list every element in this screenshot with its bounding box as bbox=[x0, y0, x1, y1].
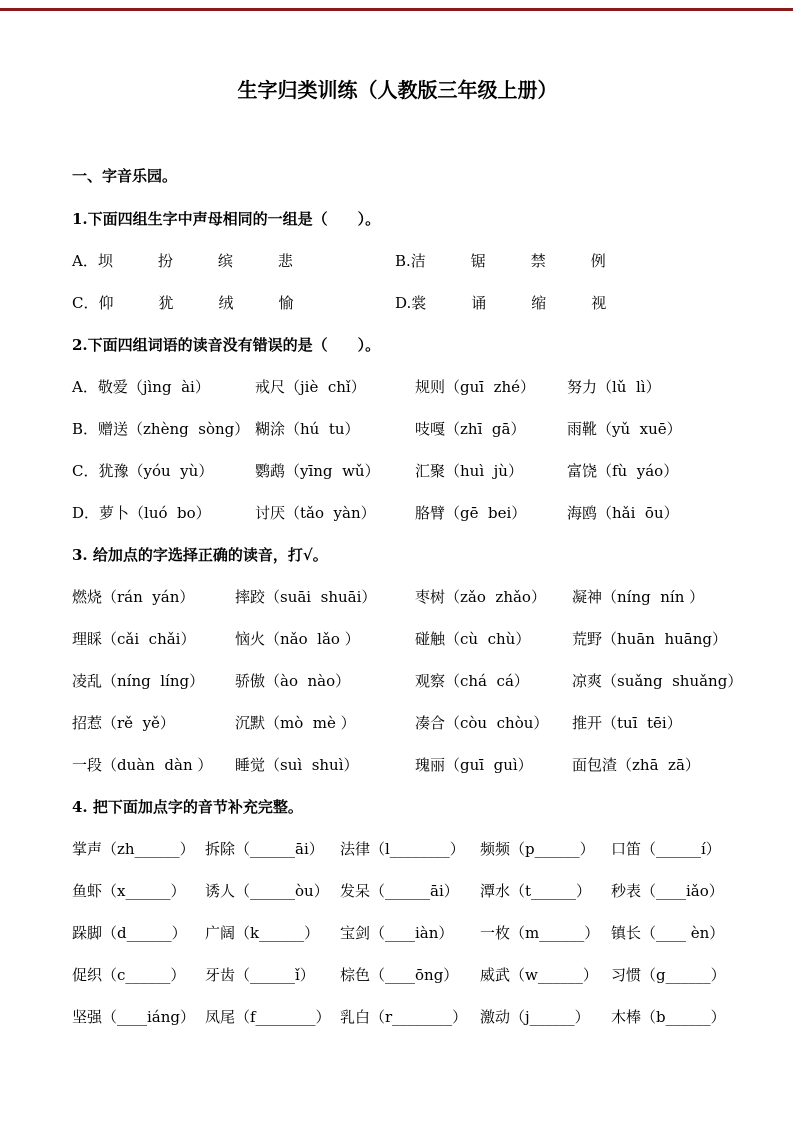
word-item-blank: 棕色（____ōng） bbox=[340, 966, 459, 984]
q4-word-row bbox=[72, 1007, 726, 1027]
word-item-blank: 宝剑（____iàn） bbox=[340, 924, 454, 942]
q3-word-row bbox=[72, 587, 723, 607]
word-item-blank: 拆除（______āi） bbox=[205, 840, 324, 858]
word-item: 雨靴（yǔ xuē） bbox=[567, 420, 682, 438]
option-group-a: A．坝 扮 缤 悲 bbox=[72, 252, 293, 270]
word-item: C．犹豫（yóu yù） bbox=[72, 462, 214, 480]
word-item-blank: 跺脚（d______） bbox=[72, 924, 187, 942]
word-item-blank: 秒表（____iǎo） bbox=[611, 882, 724, 900]
word-item-blank: 一枚（m______） bbox=[480, 924, 600, 942]
q4-word-row bbox=[72, 839, 723, 859]
section-heading: 一、字音乐园。 bbox=[72, 167, 178, 185]
word-item-blank: 法律（l________） bbox=[340, 840, 465, 858]
q2-option-row-c bbox=[72, 461, 723, 481]
q3-word-row bbox=[72, 671, 743, 691]
word-item-blank: 促织（c______） bbox=[72, 966, 186, 984]
word-item: 瑰丽（guī guì） bbox=[415, 756, 533, 774]
word-item: 推开（tuī tēi） bbox=[572, 714, 682, 732]
option-group-b: B.洁 锯 禁 例 bbox=[395, 252, 606, 270]
q1-stem: 1.下面四组生字中声母相同的一组是（ ）。 bbox=[72, 210, 381, 228]
word-item: 海鸥（hǎi ōu） bbox=[567, 504, 679, 522]
word-item: 理睬（cǎi chǎi） bbox=[72, 630, 196, 648]
word-item: 凉爽（suǎng shuǎng） bbox=[572, 672, 743, 690]
word-item: 碰触（cù chù） bbox=[415, 630, 531, 648]
word-item: 观察（chá cá） bbox=[415, 672, 529, 690]
word-item-blank: 掌声（zh______） bbox=[72, 840, 195, 858]
word-item-blank: 频频（p______） bbox=[480, 840, 595, 858]
word-item: 吱嘎（zhī gā） bbox=[415, 420, 526, 438]
word-item-blank: 激动（j______） bbox=[480, 1008, 590, 1026]
q2-option-row-b bbox=[72, 419, 723, 439]
word-item-blank: 鱼虾（x______） bbox=[72, 882, 186, 900]
word-item-blank: 诱人（______òu） bbox=[205, 882, 329, 900]
word-item: 规则（guī zhé） bbox=[415, 378, 536, 396]
q4-stem: 4. 把下面加点字的音节补充完整。 bbox=[72, 798, 303, 816]
q3-stem: 3. 给加点的字选择正确的读音，打√。 bbox=[72, 546, 328, 564]
word-item: 恼火（nǎo lǎo ） bbox=[235, 630, 360, 648]
q4-word-row bbox=[72, 923, 723, 943]
word-item: A．敬爱（jìng ài） bbox=[72, 378, 210, 396]
word-item-blank: 镇长（____ èn） bbox=[611, 924, 725, 942]
q1-option-row bbox=[72, 251, 723, 271]
q3-word-row bbox=[72, 713, 723, 733]
word-item-blank: 坚强（____iáng） bbox=[72, 1008, 196, 1026]
word-item: 凑合（còu chòu） bbox=[415, 714, 549, 732]
word-item: 枣树（zǎo zhǎo） bbox=[415, 588, 546, 606]
q3-word-row bbox=[72, 755, 723, 775]
word-item: 讨厌（tǎo yàn） bbox=[255, 504, 376, 522]
word-item: B．赠送（zhèng sòng） bbox=[72, 420, 250, 438]
q2-option-row-d bbox=[72, 503, 723, 523]
word-item: 汇聚（huì jù） bbox=[415, 462, 523, 480]
word-item: 一段（duàn dàn ） bbox=[72, 756, 213, 774]
q2-option-row-a bbox=[72, 377, 723, 397]
word-item: D．萝卜（luó bo） bbox=[72, 504, 211, 522]
word-item: 面包渣（zhā zā） bbox=[572, 756, 700, 774]
word-item: 摔跤（suāi shuāi） bbox=[235, 588, 377, 606]
word-item-blank: 威武（w______） bbox=[480, 966, 598, 984]
q2-stem: 2.下面四组词语的读音没有错误的是（ ）。 bbox=[72, 336, 381, 354]
word-item-blank: 木棒（b______） bbox=[611, 1008, 726, 1026]
word-item: 骄傲（ào nào） bbox=[235, 672, 351, 690]
word-item: 睡觉（suì shuì） bbox=[235, 756, 359, 774]
word-item: 凝神（níng nín ） bbox=[572, 588, 705, 606]
top-rule bbox=[0, 8, 793, 11]
word-item-blank: 口笛（______í） bbox=[611, 840, 721, 858]
word-item: 努力（lǔ lì） bbox=[567, 378, 661, 396]
word-item: 糊涂（hú tu） bbox=[255, 420, 360, 438]
word-item-blank: 广阔（k______） bbox=[205, 924, 320, 942]
q4-word-row bbox=[72, 881, 723, 901]
q3-word-row bbox=[72, 629, 727, 649]
word-item: 招惹（rě yě） bbox=[72, 714, 175, 732]
word-item-blank: 牙齿（______ǐ） bbox=[205, 966, 315, 984]
word-item: 燃烧（rán yán） bbox=[72, 588, 195, 606]
word-item-blank: 发呆（______āi） bbox=[340, 882, 459, 900]
word-item-blank: 乳白（r________） bbox=[340, 1008, 468, 1026]
word-item-blank: 潭水（t______） bbox=[480, 882, 592, 900]
q1-option-row bbox=[72, 293, 723, 313]
word-item: 戒尺（jiè chǐ） bbox=[255, 378, 366, 396]
q4-word-row bbox=[72, 965, 726, 985]
word-item: 胳臂（gē bei） bbox=[415, 504, 527, 522]
word-item: 富饶（fù yáo） bbox=[567, 462, 679, 480]
option-group-d: D.裳 诵 缩 视 bbox=[395, 294, 607, 312]
option-group-c: C．仰 犹 绒 愉 bbox=[72, 294, 294, 312]
page-title: 生字归类训练（人教版三年级上册） bbox=[237, 78, 558, 102]
word-item: 凌乱（níng líng） bbox=[72, 672, 205, 690]
word-item-blank: 习惯（g______） bbox=[611, 966, 726, 984]
word-item: 荒野（huān huāng） bbox=[572, 630, 727, 648]
word-item: 鹦鹉（yīng wǔ） bbox=[255, 462, 380, 480]
word-item: 沉默（mò mè ） bbox=[235, 714, 356, 732]
word-item-blank: 凤尾（f________） bbox=[205, 1008, 331, 1026]
